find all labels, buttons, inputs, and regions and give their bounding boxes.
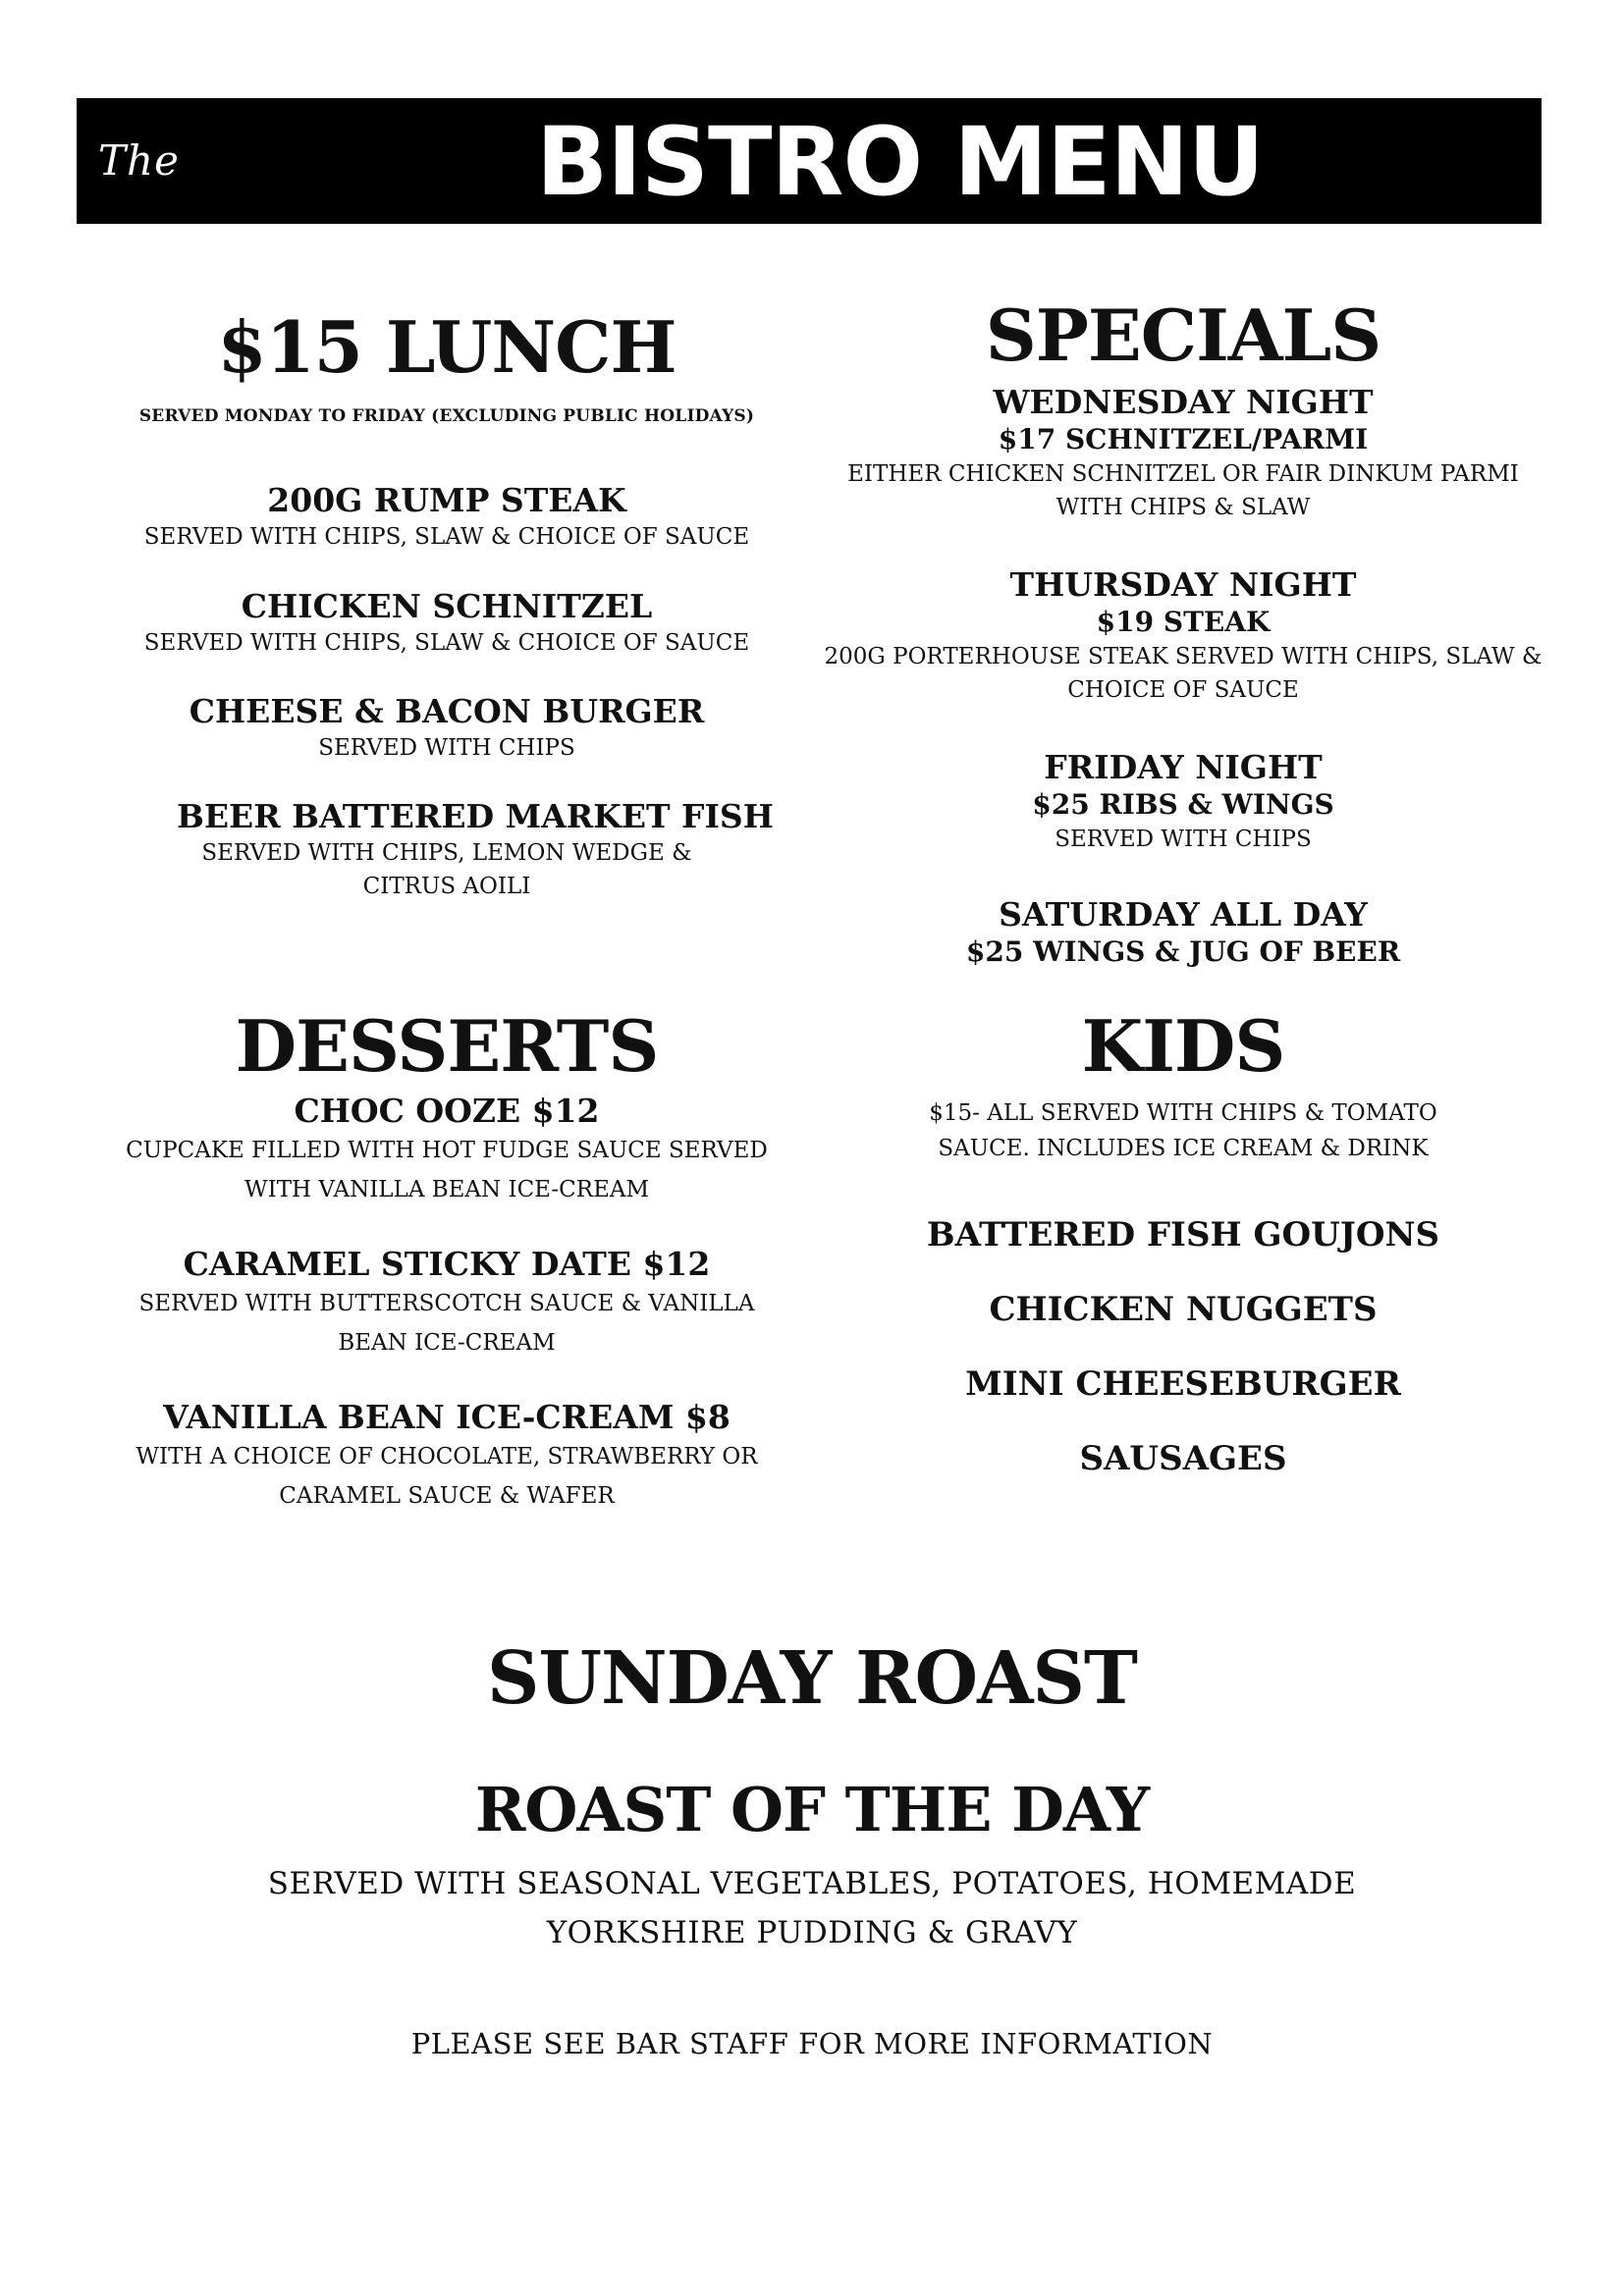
kids-note: $15- ALL SERVED WITH CHIPS & TOMATO SAUCE. INCLUDES ICE CREAM & DRINK bbox=[929, 1100, 1437, 1161]
dessert-item-desc: WITH A CHOICE OF CHOCOLATE, STRAWBERRY OR CARAMEL SAUCE & WAFER bbox=[135, 1444, 758, 1509]
lunch-note: SERVED MONDAY TO FRIDAY (EXCLUDING PUBLIC HOLIDAYS) bbox=[138, 406, 755, 426]
kids-item-name: BATTERED FISH GOUJONS bbox=[926, 1215, 1440, 1255]
lunch-item bbox=[88, 797, 805, 903]
special-day bbox=[795, 565, 1571, 707]
lunch-item-name: CHICKEN SCHNITZEL bbox=[241, 587, 653, 625]
desserts-title: DESSERTS bbox=[235, 1004, 659, 1088]
special-desc: SERVED WITH CHIPS bbox=[1055, 827, 1312, 852]
lunch-title: $15 LUNCH bbox=[217, 305, 677, 389]
kids-item bbox=[795, 1288, 1571, 1331]
special-deal: $25 WINGS & JUG OF BEER bbox=[965, 935, 1401, 968]
special-deal: $17 SCHNITZEL/PARMI bbox=[998, 423, 1369, 455]
specials-title: SPECIALS bbox=[985, 294, 1381, 377]
roast-item-name: ROAST OF THE DAY bbox=[474, 1774, 1150, 1845]
dessert-item bbox=[88, 1245, 805, 1362]
special-day-name: WEDNESDAY NIGHT bbox=[993, 383, 1374, 421]
page-title: BISTRO MENU bbox=[536, 107, 1264, 217]
special-day bbox=[795, 895, 1571, 970]
special-desc: EITHER CHICKEN SCHNITZEL OR FAIR DINKUM PARMI WITH CHIPS & SLAW bbox=[847, 461, 1519, 520]
lunch-item-desc: SERVED WITH CHIPS, SLAW & CHOICE OF SAUCE bbox=[143, 630, 750, 656]
roast-of-the-day bbox=[0, 1775, 1624, 1845]
lunch-item-name: CHEESE & BACON BURGER bbox=[189, 692, 705, 730]
header-banner bbox=[77, 98, 1542, 267]
lunch-item bbox=[88, 481, 805, 554]
sunday-roast-section bbox=[0, 1637, 1624, 1720]
lunch-section bbox=[88, 306, 805, 428]
kids-item-name: SAUSAGES bbox=[1079, 1439, 1287, 1478]
kids-item bbox=[795, 1362, 1571, 1406]
desserts-section bbox=[88, 1005, 805, 1088]
roast-description-block bbox=[0, 1859, 1624, 1957]
kids-item bbox=[795, 1213, 1571, 1256]
special-day bbox=[795, 383, 1571, 524]
kids-item-name: MINI CHEESEBURGER bbox=[965, 1364, 1401, 1404]
kids-section bbox=[795, 1005, 1571, 1166]
special-day-name: SATURDAY ALL DAY bbox=[999, 895, 1368, 934]
dessert-item-desc: SERVED WITH BUTTERSCOTCH SAUCE & VANILLA BEAN ICE-CREAM bbox=[138, 1291, 755, 1356]
sunday-title: SUNDAY ROAST bbox=[487, 1636, 1137, 1721]
dessert-item-name: VANILLA BEAN ICE-CREAM $8 bbox=[163, 1398, 731, 1436]
dessert-item-name: CARAMEL STICKY DATE $12 bbox=[183, 1245, 711, 1283]
the-gordon-logo: The Gordon bbox=[98, 136, 260, 267]
special-deal: $25 RIBS & WINGS bbox=[1032, 788, 1334, 821]
special-day-name: FRIDAY NIGHT bbox=[1044, 748, 1323, 786]
dessert-item bbox=[88, 1092, 805, 1209]
footer-note: PLEASE SEE BAR STAFF FOR MORE INFORMATION bbox=[410, 2027, 1214, 2060]
lunch-item-desc: SERVED WITH CHIPS, LEMON WEDGE & CITRUS AOILI bbox=[201, 840, 692, 899]
dessert-item-desc: CUPCAKE FILLED WITH HOT FUDGE SAUCE SERVED WITH VANILLA BEAN ICE-CREAM bbox=[126, 1138, 768, 1202]
kids-title: KIDS bbox=[1081, 1004, 1285, 1088]
special-desc: 200G PORTERHOUSE STEAK SERVED WITH CHIPS, SLAW & CHOICE OF SAUCE bbox=[824, 644, 1543, 703]
lunch-item-desc: SERVED WITH CHIPS, SLAW & CHOICE OF SAUCE bbox=[143, 524, 750, 550]
lunch-item-name: 200G RUMP STEAK bbox=[267, 481, 626, 519]
special-day bbox=[795, 748, 1571, 856]
lunch-item bbox=[88, 587, 805, 660]
kids-item bbox=[795, 1437, 1571, 1480]
dessert-item bbox=[88, 1398, 805, 1516]
lunch-item bbox=[88, 692, 805, 765]
kids-item-name: CHICKEN NUGGETS bbox=[989, 1290, 1378, 1329]
lunch-item-name: BEER BATTERED MARKET FISH bbox=[177, 797, 774, 835]
specials-section bbox=[795, 294, 1571, 377]
dessert-item-name: CHOC OOZE $12 bbox=[294, 1092, 600, 1130]
roast-desc: SERVED WITH SEASONAL VEGETABLES, POTATOES, HOMEMADE YORKSHIRE PUDDING & GRAVY bbox=[267, 1866, 1357, 1950]
lunch-item-desc: SERVED WITH CHIPS bbox=[318, 735, 575, 761]
special-deal: $19 STEAK bbox=[1096, 606, 1271, 638]
special-day-name: THURSDAY NIGHT bbox=[1009, 565, 1357, 604]
footer-note-block bbox=[0, 2024, 1624, 2063]
